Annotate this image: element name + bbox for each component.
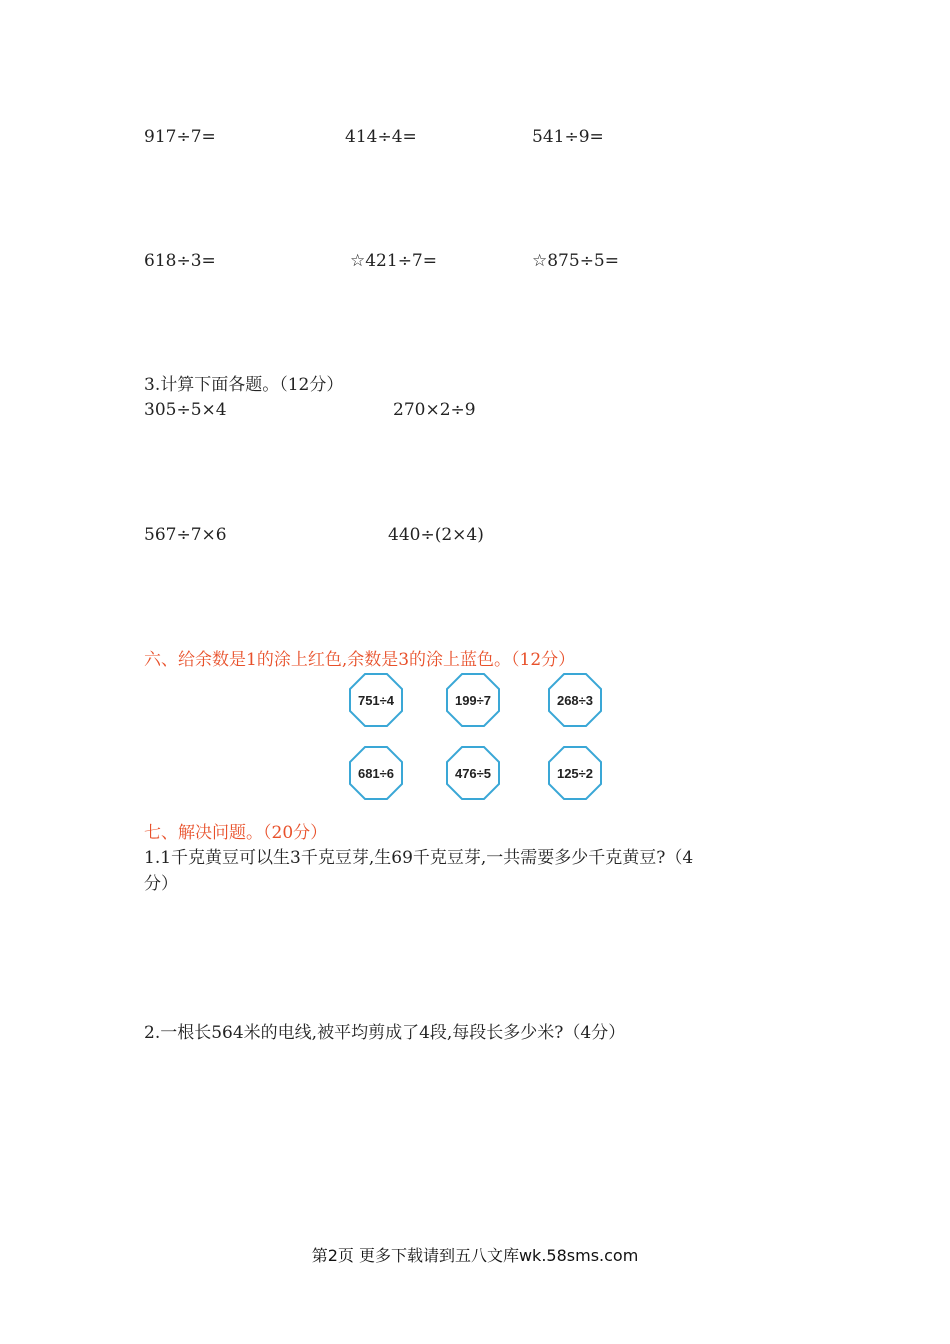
problem-875-div-5: ☆875÷5= (532, 251, 619, 271)
octagon-751-div-4[interactable] (348, 672, 404, 728)
octagon-label: 751÷4 (357, 692, 395, 708)
octagon-label: 476÷5 (454, 765, 492, 781)
problem-541-div-9: 541÷9= (532, 127, 604, 147)
octagon-476-div-5[interactable] (445, 745, 501, 801)
q3-item-4: 440÷(2×4) (388, 525, 484, 545)
problem-1-line-1: 1.1千克黄豆可以生3千克豆芽,生69千克豆芽,一共需要多少千克黄豆?（4 (144, 848, 694, 868)
problem-414-div-4: 414÷4= (345, 127, 417, 147)
octagon-label: 199÷7 (454, 692, 492, 708)
octagon-125-div-2[interactable] (547, 745, 603, 801)
problem-2: 2.一根长564米的电线,被平均剪成了4段,每段长多少米?（4分） (144, 1023, 626, 1043)
q3-item-2: 270×2÷9 (393, 400, 476, 420)
q3-item-1: 305÷5×4 (144, 400, 227, 420)
octagon-label: 681÷6 (357, 765, 395, 781)
problem-421-div-7: ☆421÷7= (350, 251, 437, 271)
problem-917-div-7: 917÷7= (144, 127, 216, 147)
octagon-199-div-7[interactable] (445, 672, 501, 728)
section6-title: 六、给余数是1的涂上红色,余数是3的涂上蓝色。（12分） (144, 650, 576, 670)
octagon-label: 125÷2 (556, 765, 594, 781)
section7-title: 七、解决问题。（20分） (144, 823, 328, 843)
page-footer: 第2页 更多下载请到五八文库wk.58sms.com (311, 1246, 639, 1265)
octagon-label: 268÷3 (556, 692, 594, 708)
problem-1-line-2: 分） (144, 874, 178, 894)
q3-title: 3.计算下面各题。（12分） (144, 375, 344, 395)
octagon-681-div-6[interactable] (348, 745, 404, 801)
octagon-268-div-3[interactable] (547, 672, 603, 728)
q3-item-3: 567÷7×6 (144, 525, 227, 545)
problem-618-div-3: 618÷3= (144, 251, 216, 271)
